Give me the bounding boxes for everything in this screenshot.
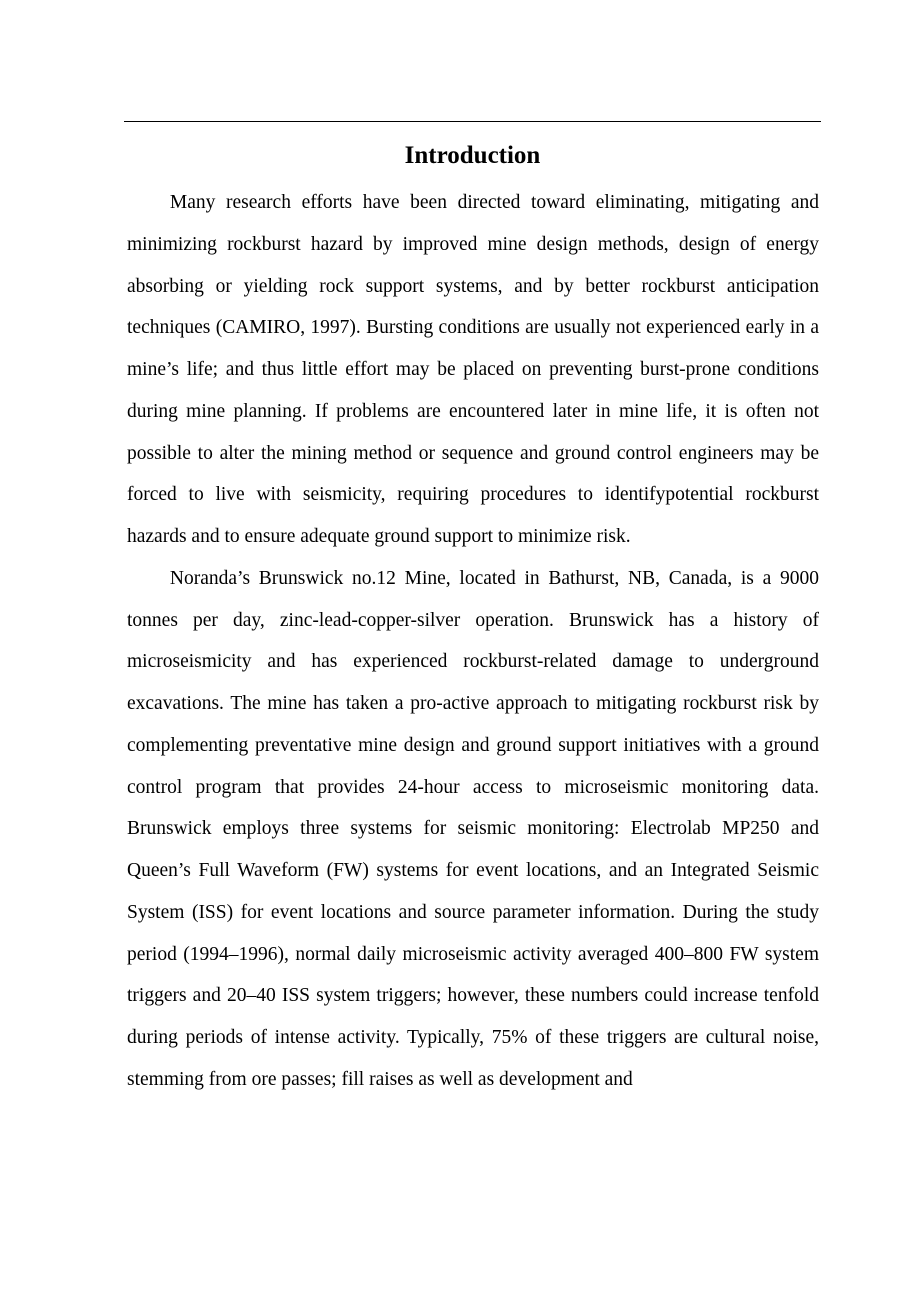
- paragraph-1: Many research efforts have been directed toward eliminating, mitigating and minimizing rockburst hazard by improved mine design methods, design of energy absorbing or yielding rock support systems, and by better rockburst anticipation techniques (CAMIRO, 1997). Bursting conditions are usually not experienced early in a mine’s life; and thus little effort may be placed on preventing burst-prone conditions during mine planning. If problems are encountered later in mine life, it is often not possible to alter the mining method or sequence and ground control engineers may be forced to live with seismicity, requiring procedures to identifypotential rockburst hazards and to ensure adequate ground support to minimize risk.: [127, 192, 819, 547]
- header-rule: [124, 121, 821, 122]
- paragraph-2: Noranda’s Brunswick no.12 Mine, located in Bathurst, NB, Canada, is a 9000 tonnes per day, zinc-lead-copper-silver operation. Brunswick has a history of microseismicity and has experienced rockburst-related damage to underground excavations. The mine has taken a pro-active approach to mitigating rockburst risk by complementing preventative mine design and ground support initiatives with a ground control program that provides 24-hour access to microseismic monitoring data. Brunswick employs three systems for seismic monitoring: Electrolab MP250 and Queen’s Full Waveform (FW) systems for event locations, and an Integrated Seismic System (ISS) for event locations and source parameter information. During the study period (1994–1996), normal daily microseismic activity averaged 400–800 FW system triggers and 20–40 ISS system triggers; however, these numbers could increase tenfold during periods of intense activity. Typically, 75% of these triggers are cultural noise, stemming from ore passes; fill raises as well as development and: [127, 567, 819, 1090]
- section-title: Introduction: [404, 142, 541, 169]
- body-text: [127, 182, 819, 1101]
